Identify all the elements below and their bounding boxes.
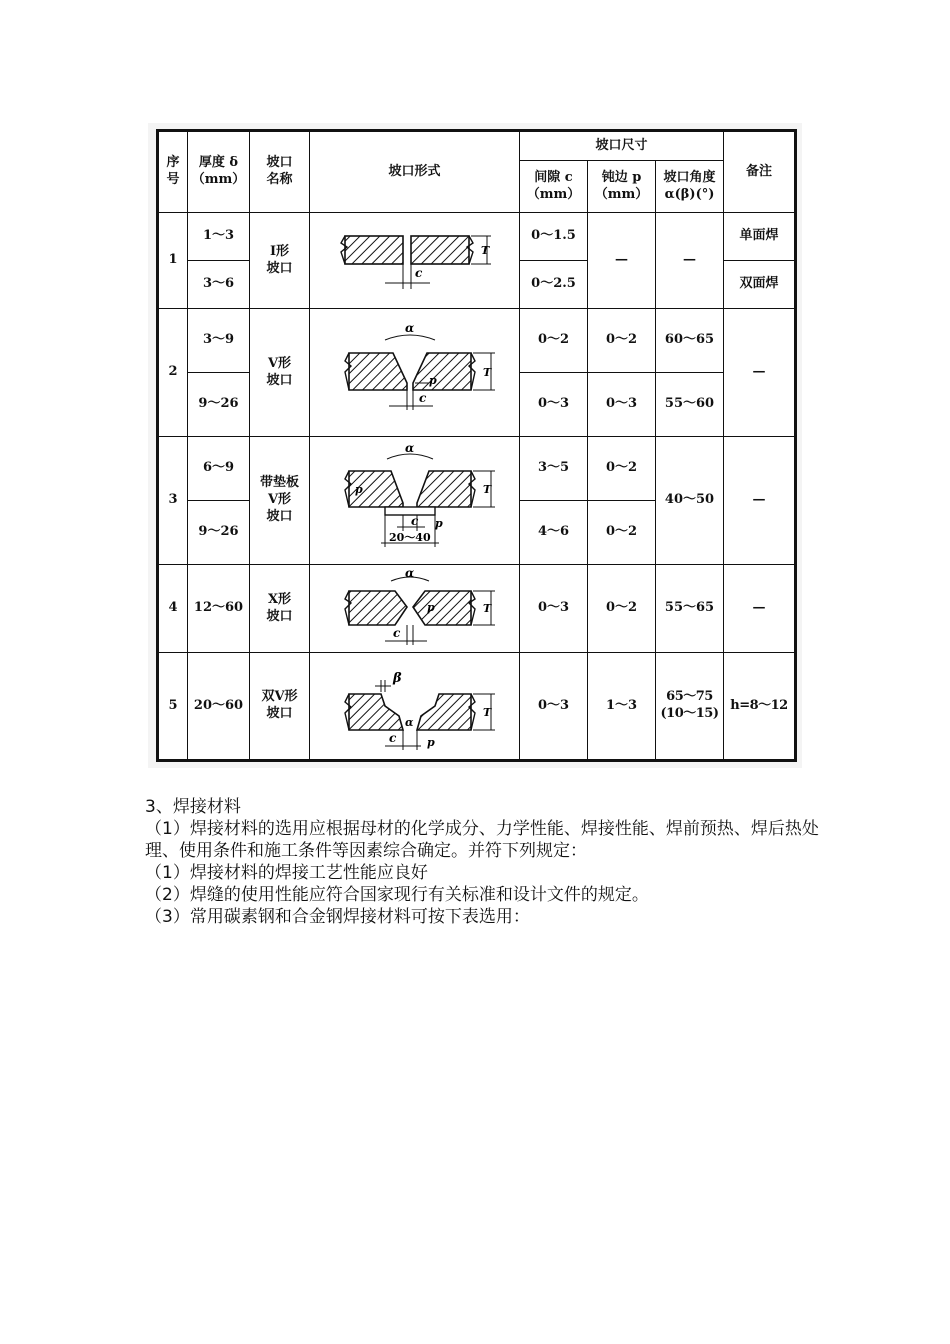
header-root: 钝边 p （mm） <box>588 161 656 213</box>
gap-label: c <box>410 513 418 528</box>
x-groove-diagram <box>315 567 515 651</box>
row5-gap: 0～3 <box>520 653 588 761</box>
row3-name: 带垫板 V形 坡口 <box>250 437 310 565</box>
header-thickness: 厚度 δ （mm） <box>188 131 250 213</box>
angle-label: α <box>404 440 414 455</box>
root-label: p <box>426 736 435 749</box>
section-heading: 3、焊接材料 <box>145 797 241 817</box>
row4-figure <box>310 565 520 653</box>
row2-name: V形 坡口 <box>250 309 310 437</box>
angle-label: α <box>404 716 413 729</box>
groove-table-image <box>148 123 802 768</box>
row1-angle: — <box>656 213 724 309</box>
angle-label: α <box>404 320 414 335</box>
row2-note: — <box>724 309 796 437</box>
row3b-root: 0～2 <box>588 501 656 565</box>
row2a-gap: 0～2 <box>520 309 588 373</box>
row3a-thickness: 6～9 <box>188 437 250 501</box>
row5-angle: 65～75 (10～15) <box>656 653 724 761</box>
row1b-note: 双面焊 <box>724 261 796 309</box>
double-v-groove-diagram <box>315 654 515 758</box>
root-label: p <box>354 482 363 496</box>
row1-figure <box>310 213 520 309</box>
root-label: p <box>428 373 437 387</box>
row5-seq: 5 <box>158 653 188 761</box>
row5-thickness: 20～60 <box>188 653 250 761</box>
row2a-angle: 60～65 <box>656 309 724 373</box>
row2b-root: 0～3 <box>588 373 656 437</box>
row4-note: — <box>724 565 796 653</box>
row4-seq: 4 <box>158 565 188 653</box>
row2b-thickness: 9～26 <box>188 373 250 437</box>
row1b-thickness: 3～6 <box>188 261 250 309</box>
row2-seq: 2 <box>158 309 188 437</box>
row2a-root: 0～2 <box>588 309 656 373</box>
row3-figure <box>310 437 520 565</box>
row2b-gap: 0～3 <box>520 373 588 437</box>
row4-root: 0～2 <box>588 565 656 653</box>
v-groove-diagram <box>315 318 515 428</box>
row1-seq: 1 <box>158 213 188 309</box>
section-intro: （1）焊接材料的选用应根据母材的化学成分、力学性能、焊接性能、焊前预热、焊后热处理、使用条件和施工条件等因素综合确定。并符下列规定： <box>145 819 819 861</box>
row4-name: X形 坡口 <box>250 565 310 653</box>
thickness-label: T <box>480 243 489 257</box>
row3-seq: 3 <box>158 437 188 565</box>
section-item-1: （1）焊接材料的焊接工艺性能应良好 <box>145 863 428 883</box>
row2a-thickness: 3～9 <box>188 309 250 373</box>
angle-label: α <box>404 566 414 580</box>
row3b-thickness: 9～26 <box>188 501 250 565</box>
header-seq: 序 号 <box>158 131 188 213</box>
thickness-label: T <box>482 601 491 615</box>
row3-note: — <box>724 437 796 565</box>
row4-gap: 0～3 <box>520 565 588 653</box>
header-form: 坡口形式 <box>310 131 520 213</box>
row2b-angle: 55～60 <box>656 373 724 437</box>
row1a-note: 单面焊 <box>724 213 796 261</box>
backing-thickness-label: p <box>434 516 443 530</box>
thickness-label: T <box>482 365 491 379</box>
row3a-gap: 3～5 <box>520 437 588 501</box>
section-item-2: （2）焊缝的使用性能应符合国家现行有关标准和设计文件的规定。 <box>145 885 649 905</box>
beta-label: β <box>392 671 402 686</box>
header-gap: 间隙 c （mm） <box>520 161 588 213</box>
header-angle: 坡口角度 α(β)(°) <box>656 161 724 213</box>
backing-width-label: 20～40 <box>388 530 431 544</box>
backed-v-groove-diagram <box>315 441 515 561</box>
row1-root: — <box>588 213 656 309</box>
gap-label: c <box>414 265 422 280</box>
gap-label: c <box>418 390 426 405</box>
row3-angle: 40～50 <box>656 437 724 565</box>
gap-label: c <box>392 625 400 640</box>
row5-root: 1～3 <box>588 653 656 761</box>
section-item-3: （3）常用碳素钢和合金钢焊接材料可按下表选用： <box>145 907 530 927</box>
row4-thickness: 12～60 <box>188 565 250 653</box>
row2-figure <box>310 309 520 437</box>
row3a-root: 0～2 <box>588 437 656 501</box>
row1a-gap: 0～1.5 <box>520 213 588 261</box>
root-label: p <box>426 600 435 614</box>
header-dims: 坡口尺寸 <box>520 131 724 161</box>
gap-label: c <box>388 731 396 745</box>
thickness-label: T <box>482 706 491 719</box>
row1b-gap: 0～2.5 <box>520 261 588 309</box>
row4-angle: 55～65 <box>656 565 724 653</box>
i-groove-diagram <box>315 221 515 301</box>
row5-name: 双V形 坡口 <box>250 653 310 761</box>
groove-dimension-table <box>156 129 797 762</box>
welding-materials-section <box>145 796 845 928</box>
header-name: 坡口 名称 <box>250 131 310 213</box>
header-note: 备注 <box>724 131 796 213</box>
row1-name: Ⅰ形 坡口 <box>250 213 310 309</box>
row5-figure <box>310 653 520 761</box>
row3b-gap: 4～6 <box>520 501 588 565</box>
thickness-label: T <box>482 482 491 496</box>
row5-note: h=8～12 <box>724 653 796 761</box>
row1a-thickness: 1～3 <box>188 213 250 261</box>
